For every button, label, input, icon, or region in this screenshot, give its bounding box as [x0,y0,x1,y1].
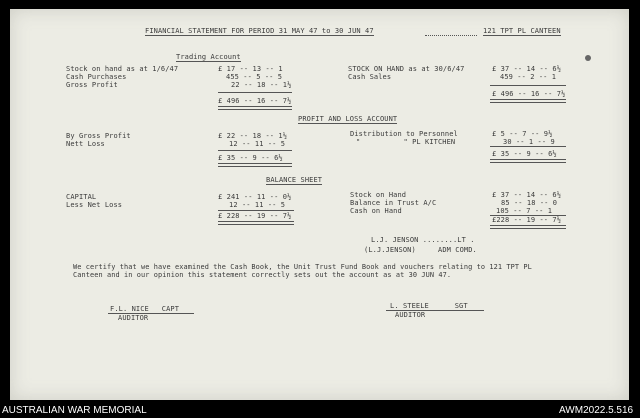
pl-left-total-rule [218,163,292,167]
pl-heading: PROFIT AND LOSS ACCOUNT [298,115,398,123]
balance-left-total-rule [218,221,294,225]
balance-right-label-3: Cash on Hand [350,207,402,215]
commander-name: (L.J.JENSON) [364,246,416,254]
balance-heading: BALANCE SHEET [266,176,323,184]
unit-name: 121 TPT PL CANTEEN [483,27,561,35]
trading-right-amount-1: £ 37 -- 14 -- 6½ [492,65,562,73]
certification-line-2: Canteen and in our opinion this statement correctly sets out the account as at 30 JUN 47. [73,271,452,279]
trading-left-amount-1: £ 17 -- 13 -- 1 [218,65,283,73]
balance-left-label-2: Less Net Loss [66,201,123,209]
balance-right-total-rule [490,225,566,229]
balance-left-total: £ 228 -- 19 -- 7½ [218,212,292,220]
trading-left-total: £ 496 -- 16 -- 7½ [218,97,292,105]
balance-right-amount-3: 105 -- 7 -- 1 [496,207,553,215]
pl-left-amount-1: £ 22 -- 18 -- 1½ [218,132,288,140]
pl-right-label-1: Distribution to Personnel [350,130,458,138]
balance-left-amount-2: 12 -- 11 -- 5 [229,201,286,209]
title-dotted-rule [425,35,477,36]
trading-left-label-3: Gross Profit [66,81,118,89]
trading-left-amount-2: 455 -- 5 -- 5 [226,73,283,81]
balance-right-total: £228 -- 19 -- 7½ [492,216,562,224]
balance-left-amount-1: £ 241 -- 11 -- 0½ [218,193,292,201]
punch-hole [585,55,591,61]
auditor-2-name: L. STEELE SGT [390,302,468,310]
trading-left-label-2: Cash Purchases [66,73,127,81]
certification-line-1: We certify that we have examined the Cash Book, the Unit Trust Fund Book and vouchers relating to 121 TPT PL [73,263,532,271]
pl-left-rule [218,150,292,151]
trading-left-total-rule [218,106,292,110]
commander-role: ADM COMD. [438,246,477,254]
trading-left-rule [218,92,292,93]
trading-right-rule [490,85,566,86]
trading-right-amount-2: 459 -- 2 -- 1 [500,73,557,81]
trading-right-label-2: Cash Sales [348,73,392,81]
pl-left-amount-2: 12 -- 11 -- 5 [229,140,286,148]
statement-title: FINANCIAL STATEMENT FOR PERIOD 31 MAY 47 to 30 JUN 47 [145,27,374,35]
trading-left-label-1: Stock on hand as at 1/6/47 [66,65,179,73]
auditor-1-name: F.L. NICE CAPT [110,305,180,313]
balance-right-label-2: Balance in Trust A/C [350,199,437,207]
commander-signature: L.J. JENSON ........LT . [371,236,475,244]
trading-right-total-rule [490,99,566,103]
balance-left-label-1: CAPITAL [66,193,97,201]
pl-right-total-rule [490,159,566,163]
auditor-1-role: AUDITOR [118,314,149,322]
pl-right-amount-2: 30 -- 1 -- 9 [503,138,555,146]
pl-right-total: £ 35 -- 9 -- 6½ [492,150,557,158]
trading-left-amount-3: 22 -- 18 -- 1½ [231,81,292,89]
balance-left-rule [218,210,294,211]
trading-right-total: £ 496 -- 16 -- 7½ [492,90,566,98]
archive-caption-right: AWM2022.5.516 [559,405,634,416]
pl-left-label-2: Nett Loss [66,140,105,148]
pl-right-rule [490,146,566,147]
archive-caption-left: AUSTRALIAN WAR MEMORIAL [2,405,147,416]
pl-left-total: £ 35 -- 9 -- 6½ [218,154,283,162]
pl-right-amount-1: £ 5 -- 7 -- 9½ [492,130,553,138]
pl-right-label-2: " " PL KITCHEN [356,138,456,146]
balance-right-label-1: Stock on Hand [350,191,407,199]
pl-left-label-1: By Gross Profit [66,132,131,140]
trading-heading: Trading Account [176,53,241,61]
auditor-2-role: AUDITOR [395,311,426,319]
balance-right-amount-1: £ 37 -- 14 -- 6½ [492,191,562,199]
balance-right-amount-2: 85 -- 18 -- 0 [501,199,558,207]
trading-right-label-1: STOCK ON HAND as at 30/6/47 [348,65,465,73]
